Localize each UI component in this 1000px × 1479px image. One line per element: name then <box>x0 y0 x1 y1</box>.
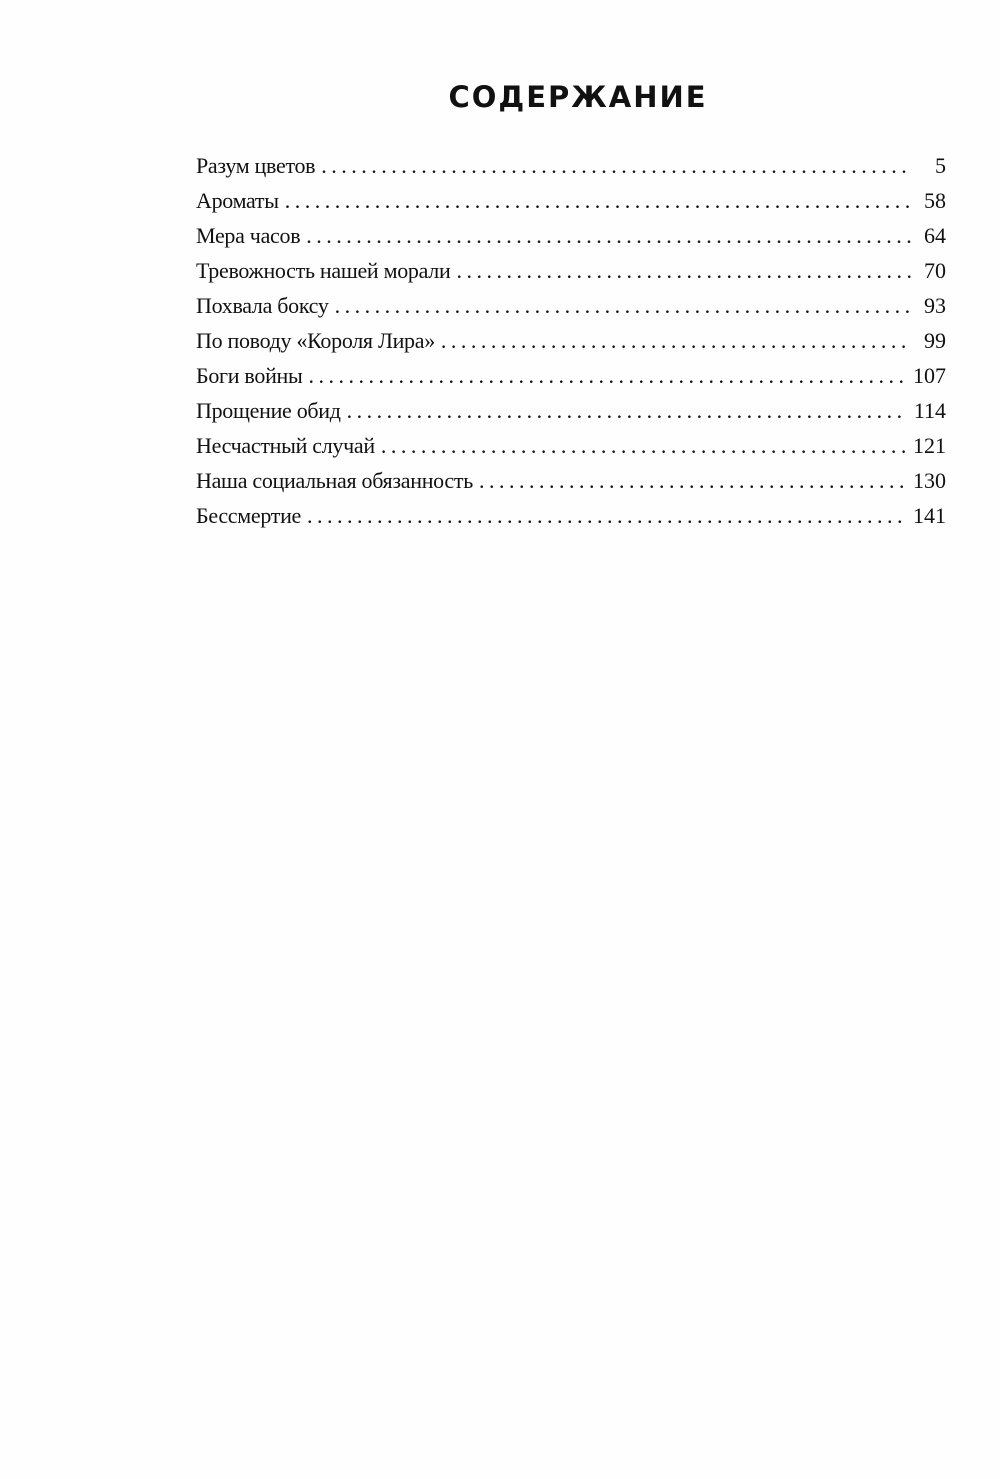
toc-entry-label: Тревожность нашей морали <box>196 258 451 283</box>
page-title: СОДЕРЖАНИЕ <box>448 80 708 114</box>
toc-entry-label: Бессмертие <box>196 503 302 528</box>
dot-leader <box>321 148 912 183</box>
toc-entry[interactable] <box>196 498 946 533</box>
toc-entry-page: 130 <box>913 468 946 493</box>
toc-entry[interactable] <box>196 393 946 428</box>
toc-entry[interactable] <box>196 218 946 253</box>
toc-entry-page: 5 <box>935 153 946 178</box>
toc-entry[interactable] <box>196 428 946 463</box>
dot-leader <box>347 393 908 428</box>
toc-entry-page: 70 <box>924 258 946 283</box>
toc-entry[interactable] <box>196 323 946 358</box>
dot-leader <box>479 463 907 498</box>
dot-leader <box>335 288 912 323</box>
toc-entry-label: Несчастный случай <box>196 433 375 458</box>
toc-entry[interactable] <box>196 288 946 323</box>
dot-leader <box>306 218 912 253</box>
toc-entry-page: 99 <box>924 328 946 353</box>
toc-entry[interactable] <box>196 148 946 183</box>
toc-entry-label: Разум цветов <box>196 153 316 178</box>
toc-entry-label: По поводу «Короля Лира» <box>196 328 435 353</box>
toc-entry-label: Наша социальная обязанность <box>196 468 473 493</box>
dot-leader <box>309 358 908 393</box>
dot-leader <box>456 253 912 288</box>
toc-entry-page: 93 <box>924 293 946 318</box>
toc-entry-label: Ароматы <box>196 188 279 213</box>
toc-entry[interactable] <box>196 183 946 218</box>
dot-leader <box>285 183 912 218</box>
toc-entry-label: Похвала боксу <box>196 293 329 318</box>
toc-entry-label: Боги войны <box>196 363 303 388</box>
toc-entry[interactable] <box>196 253 946 288</box>
toc-entry-page: 121 <box>913 433 946 458</box>
toc-entry[interactable] <box>196 358 946 393</box>
dot-leader <box>381 428 907 463</box>
toc-entry-page: 64 <box>924 223 946 248</box>
toc-entry-page: 107 <box>913 363 946 388</box>
toc-entry-label: Прощение обид <box>196 398 341 423</box>
toc-entry-page: 114 <box>913 398 946 423</box>
dot-leader <box>441 323 912 358</box>
toc-entry-label: Мера часов <box>196 223 301 248</box>
dot-leader <box>307 498 907 533</box>
toc-entry-page: 58 <box>924 188 946 213</box>
table-of-contents <box>196 148 946 533</box>
toc-entry-page: 141 <box>913 503 946 528</box>
toc-entry[interactable] <box>196 463 946 498</box>
